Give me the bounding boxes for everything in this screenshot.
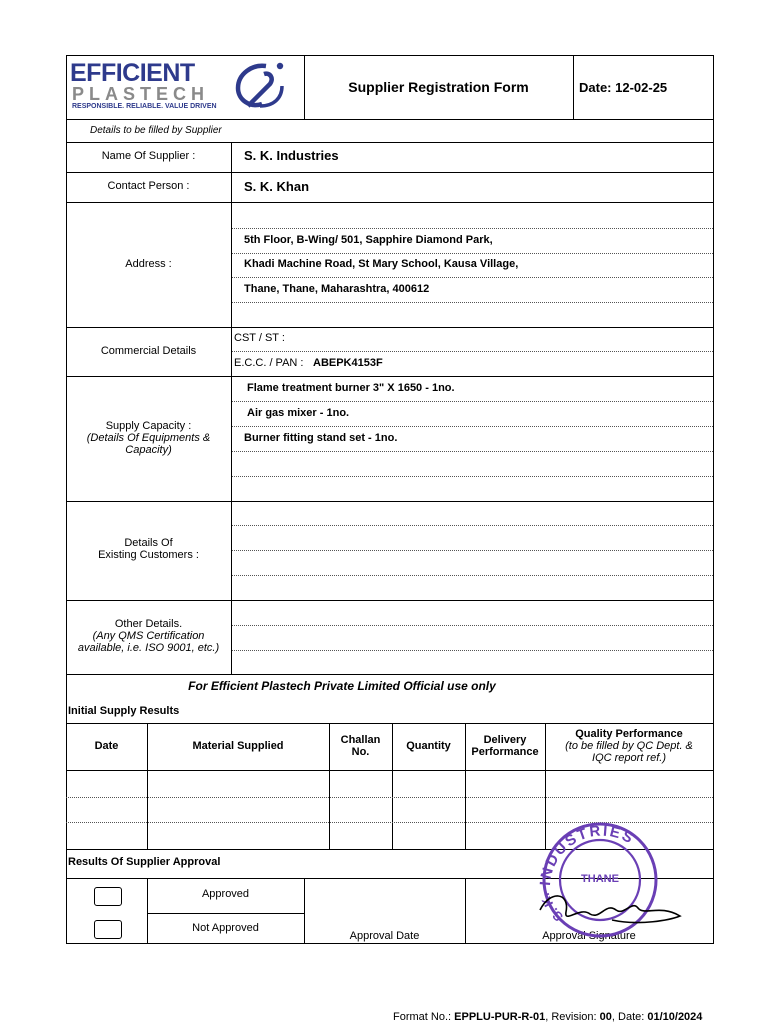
other-details-sub-1: (Any QMS Certification [92,630,205,642]
contact-person-label: Contact Person : [107,180,190,192]
form-date: Date: 12-02-25 [579,80,668,95]
col-challan-1: Challan [340,734,381,746]
supply-line-1: Flame treatment burner 3" X 1650 - 1no. [247,382,455,394]
initial-supply-title: Initial Supply Results [68,705,180,717]
supply-line-2: Air gas mixer - 1no. [247,407,350,419]
supply-capacity-label: Supply Capacity : [105,420,192,432]
logo-swirl-icon [230,60,290,112]
not-approved-label: Not Approved [192,922,259,934]
ecc-pan-value: ABEPK4153F [313,357,383,369]
approval-results-title: Results Of Supplier Approval [68,856,221,868]
approval-date-label: Approval Date [349,930,420,942]
cst-label: CST / ST : [234,332,285,344]
supplier-note: Details to be filled by Supplier [90,125,222,136]
supplier-name-value: S. K. Industries [244,148,339,163]
stamp-top-text: INDUSTRIES [536,822,638,887]
logo-tagline: RESPONSIBLE. RELIABLE. VALUE DRIVEN [72,103,217,110]
logo-word-efficient: EFFICIENT [70,59,195,87]
format-number: EPPLU-PUR-R-01 [454,1011,546,1023]
logo-word-plastech: PLASTECH [72,84,210,104]
format-footer [393,1011,702,1023]
col-date: Date [94,740,119,752]
official-use-heading: For Efficient Plastech Private Limited Official use only [188,679,496,693]
address-line-2: Khadi Machine Road, St Mary School, Kausa Village, [244,258,519,270]
col-quality-3: IQC report ref.) [592,752,666,764]
other-details-label: Other Details. [114,618,183,630]
company-stamp [520,820,700,945]
col-quality-1: Quality Performance [575,728,683,740]
approval-signature-label: Approval Signature [542,930,636,942]
col-quantity: Quantity [406,740,451,752]
commercial-details-label: Commercial Details [100,345,197,357]
approved-checkbox[interactable] [94,887,122,906]
revision-number: 00 [599,1011,612,1023]
stamp-left-text: S. K. [536,891,567,925]
footer-date-value: 01/10/2024 [647,1011,703,1023]
address-label: Address : [125,258,172,270]
col-delivery-1: Delivery [483,734,527,746]
col-challan-2: No. [351,746,370,758]
company-logo [70,60,300,114]
address-line-3: Thane, Thane, Maharashtra, 400612 [244,283,430,295]
form-title: Supplier Registration Form [348,79,529,95]
footer-date-label: , Date: [611,1011,645,1023]
col-material: Material Supplied [192,740,284,752]
ecc-pan-label: E.C.C. / PAN : [234,357,304,369]
existing-customers-label-2: Existing Customers : [98,549,199,561]
stamp-center-text: THANE [581,873,619,885]
contact-person-value: S. K. Khan [244,179,310,194]
other-details-sub-2: available, i.e. ISO 9001, etc.) [77,642,220,654]
supply-line-3: Burner fitting stand set - 1no. [244,432,398,444]
not-approved-checkbox[interactable] [94,920,122,939]
col-delivery-2: Performance [471,746,539,758]
col-quality-2: (to be filled by QC Dept. & [565,740,693,752]
format-label: Format No.: [393,1011,452,1023]
approved-label: Approved [201,888,250,900]
revision-label: , Revision: [545,1011,597,1023]
address-line-1: 5th Floor, B-Wing/ 501, Sapphire Diamond Park, [244,234,493,246]
supply-capacity-sublabel: (Details Of Equipments & Capacity) [86,432,211,456]
supplier-name-label: Name Of Supplier : [101,150,196,162]
existing-customers-label-1: Details Of [124,537,173,549]
